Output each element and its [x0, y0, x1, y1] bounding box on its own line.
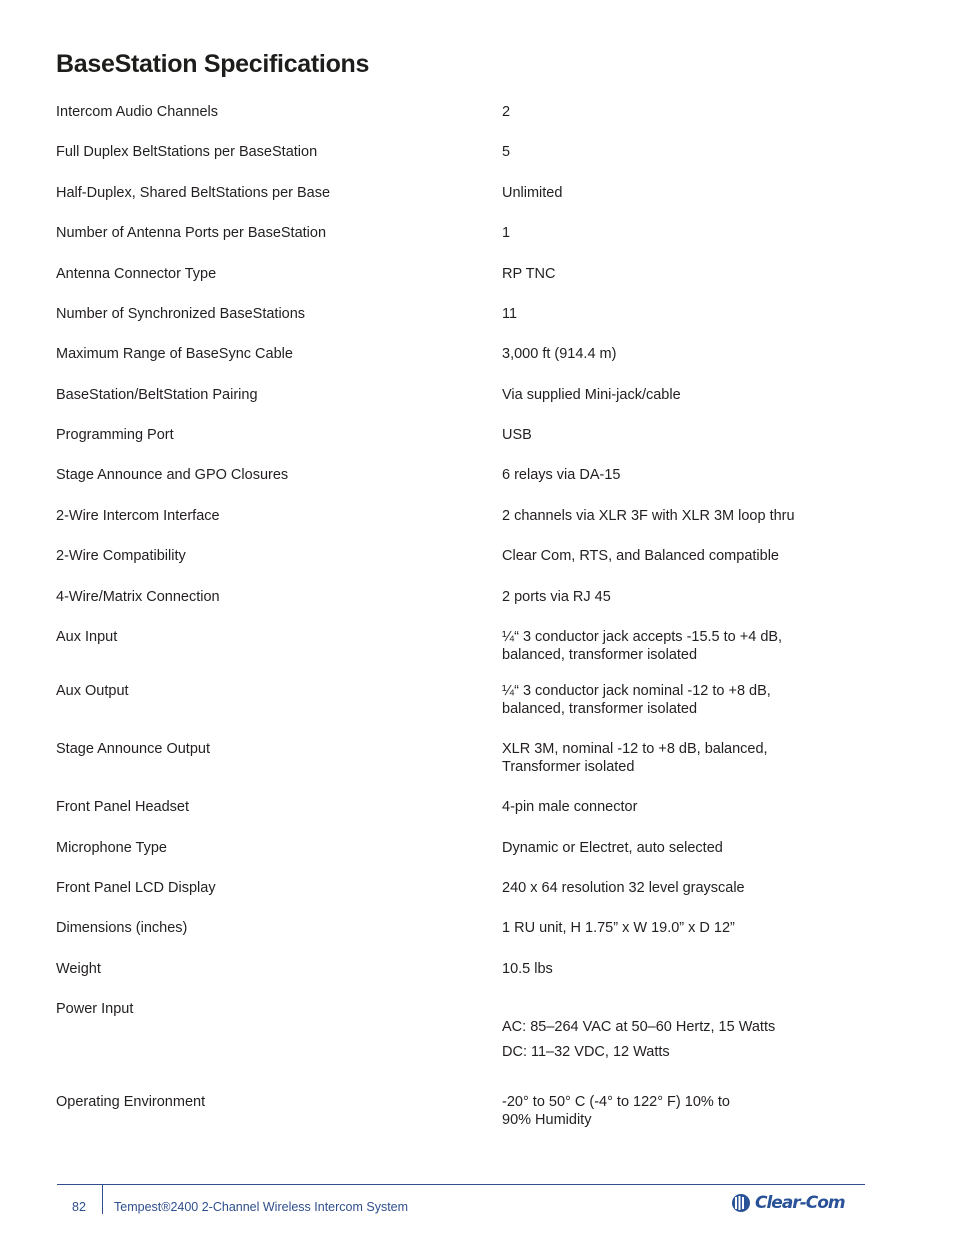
spec-label: Microphone Type — [56, 840, 167, 856]
spec-value-line: 11 — [502, 306, 518, 322]
spec-value — [502, 628, 832, 664]
spec-value — [502, 879, 832, 897]
spec-label: Weight — [56, 961, 101, 977]
spec-value — [502, 426, 832, 444]
spec-value — [502, 103, 832, 121]
spec-value — [502, 588, 832, 606]
spec-value — [502, 740, 832, 776]
spec-label: BaseStation/BeltStation Pairing — [56, 387, 258, 403]
spec-label: Full Duplex BeltStations per BaseStation — [56, 144, 318, 160]
clear-com-logo-icon — [731, 1193, 751, 1213]
page-number: 82 — [72, 1200, 86, 1214]
spec-label: Number of Antenna Ports per BaseStation — [56, 225, 327, 241]
spec-label: Half-Duplex, Shared BeltStations per Base — [56, 185, 331, 201]
footer-separator — [102, 1185, 103, 1214]
spec-value — [502, 1018, 832, 1061]
spec-value-line: AC: 85–264 VAC at 50–60 Hertz, 15 Watts — [502, 1019, 776, 1035]
spec-value — [502, 305, 832, 323]
spec-label: Intercom Audio Channels — [56, 104, 219, 120]
spec-value — [502, 386, 832, 404]
spec-value — [502, 345, 832, 363]
spec-value-line: 2 ports via RJ 45 — [502, 589, 611, 605]
footer-document-title: Tempest®2400 2-Channel Wireless Intercom System — [114, 1200, 409, 1214]
spec-value-line: ¼“ 3 conductor jack nominal -12 to +8 dB, — [502, 683, 771, 699]
spec-value-line: 6 relays via DA-15 — [502, 467, 621, 483]
spec-label: Operating Environment — [56, 1094, 206, 1110]
spec-value-line: 90% Humidity — [502, 1112, 592, 1128]
spec-value — [502, 839, 832, 857]
spec-label: Programming Port — [56, 427, 174, 443]
spec-label: Front Panel LCD Display — [56, 880, 216, 896]
spec-value — [502, 960, 832, 978]
spec-value — [502, 143, 832, 161]
spec-value-line: ¼“ 3 conductor jack accepts -15.5 to +4 dB, — [502, 629, 783, 645]
spec-label: 2-Wire Intercom Interface — [56, 508, 220, 524]
spec-value-line: XLR 3M, nominal -12 to +8 dB, balanced, — [502, 741, 768, 757]
spec-value — [502, 547, 832, 565]
spec-value-line: 2 — [502, 104, 511, 120]
spec-label: Antenna Connector Type — [56, 266, 217, 282]
spec-label: Aux Output — [56, 683, 129, 699]
spec-value-line: 3,000 ft (914.4 m) — [502, 346, 617, 362]
spec-value-line: 2 channels via XLR 3F with XLR 3M loop thru — [502, 508, 795, 524]
spec-label: Stage Announce and GPO Closures — [56, 467, 289, 483]
spec-value — [502, 1093, 832, 1129]
spec-label: 2-Wire Compatibility — [56, 548, 186, 564]
spec-value-line: 10.5 lbs — [502, 961, 553, 977]
spec-value-line: 5 — [502, 144, 511, 160]
spec-value-line: balanced, transformer isolated — [502, 701, 698, 717]
spec-label: Number of Synchronized BaseStations — [56, 306, 306, 322]
spec-value — [502, 184, 832, 202]
spec-value — [502, 466, 832, 484]
footer-divider — [57, 1184, 865, 1185]
spec-value — [502, 682, 832, 718]
spec-label: 4-Wire/Matrix Connection — [56, 589, 220, 605]
spec-label: Maximum Range of BaseSync Cable — [56, 346, 293, 362]
spec-label: Stage Announce Output — [56, 741, 210, 757]
spec-value-line: balanced, transformer isolated — [502, 647, 698, 663]
spec-value — [502, 224, 832, 242]
spec-value-line: RP TNC — [502, 266, 556, 282]
spec-value-line: DC: 11–32 VDC, 12 Watts — [502, 1044, 670, 1060]
spec-value — [502, 507, 832, 525]
spec-value-line: USB — [502, 427, 532, 443]
spec-value-line: Unlimited — [502, 185, 563, 201]
spec-label: Front Panel Headset — [56, 799, 189, 815]
spec-value-line: Transformer isolated — [502, 759, 635, 775]
spec-value — [502, 265, 832, 283]
spec-value-line: 240 x 64 resolution 32 level grayscale — [502, 880, 745, 896]
spec-value — [502, 798, 832, 816]
spec-value-line: -20° to 50° C (-4° to 122° F) 10% to — [502, 1094, 730, 1110]
spec-value-line: 1 RU unit, H 1.75” x W 19.0” x D 12” — [502, 920, 735, 936]
spec-value-line: Clear Com, RTS, and Balanced compatible — [502, 548, 779, 564]
spec-value — [502, 919, 832, 937]
spec-value-line: Via supplied Mini-jack/cable — [502, 387, 681, 403]
spec-value-line: Dynamic or Electret, auto selected — [502, 840, 723, 856]
clear-com-logo — [731, 1190, 845, 1216]
spec-label: Dimensions (inches) — [56, 920, 188, 936]
spec-value-line: 1 — [502, 225, 511, 241]
spec-label: Power Input — [56, 1001, 134, 1017]
spec-value-line: 4-pin male connector — [502, 799, 638, 815]
spec-label: Aux Input — [56, 629, 118, 645]
logo-wordmark: Clear-Com — [755, 1193, 845, 1213]
page-title: BaseStation Specifications — [56, 50, 370, 78]
